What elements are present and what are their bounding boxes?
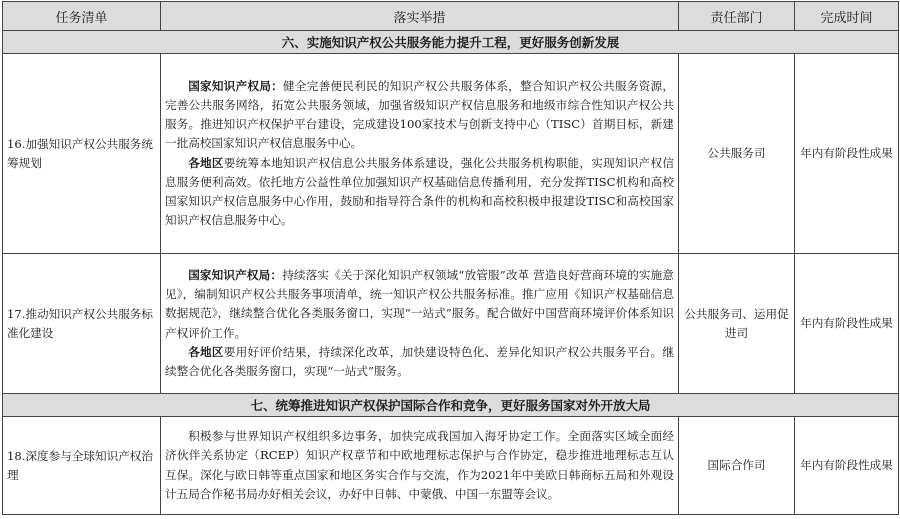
header-completion-time: 完成时间	[795, 2, 899, 31]
completion-time: 年内有阶段性成果	[795, 54, 899, 254]
responsible-dept: 公共服务司	[679, 54, 795, 254]
responsible-dept: 公共服务司、运用促进司	[679, 254, 795, 394]
task-name: 18.深度参与全球知识产权治理	[3, 417, 161, 515]
task-name: 16.加强知识产权公共服务统筹规划	[3, 54, 161, 254]
measure-lead: 国家知识产权局：	[188, 267, 283, 282]
measure-text: 积极参与世界知识产权组织多边事务，加快完成我国加入海牙协定工作。全面落实区域全面经济伙伴关系协定（RCEP）知识产权章节和中欧地理标志保护与合作协定，稳步推进地理标志互认互保。深化与欧日韩等重点国家和地区务实合作与交流，作为2021年中美欧日韩商标五局和外观设计五局合作秘书局办好相关会议，办好中日韩、中蒙俄、中国一东盟等会议。	[165, 429, 674, 501]
measure-lead: 国家知识产权局：	[188, 78, 284, 93]
responsible-dept: 国际合作司	[679, 417, 795, 515]
task-table	[2, 1, 899, 515]
measures-cell	[161, 254, 679, 394]
measure-lead: 各地区	[188, 344, 224, 359]
measure-lead: 各地区	[188, 155, 224, 170]
measure-text: 要统筹本地知识产权信息公共服务体系建设，强化公共服务机构职能，实现知识产权信息服务便利高效。依托地方公益性单位加强知识产权基础信息传播利用，充分发挥TISC机构和高校国家知识产权信息服务中心作用，鼓励和指导符合条件的机构和高校积极申报建设TISC和高校国家知识产权信息服务中心。	[165, 155, 674, 228]
completion-time: 年内有阶段性成果	[795, 417, 899, 515]
task-name: 17.推动知识产权公共服务标准化建设	[3, 254, 161, 394]
section-title: 六、实施知识产权公共服务能力提升工程，更好服务创新发展	[3, 31, 899, 54]
measures-cell	[161, 417, 679, 515]
section-row	[3, 394, 899, 417]
header-measures: 落实举措	[161, 2, 679, 31]
section-title: 七、统筹推进知识产权保护国际合作和竞争，更好服务国家对外开放大局	[3, 394, 899, 417]
table-row	[3, 417, 899, 515]
measure-text: 持续落实《关于深化知识产权领域“放管服”改革 营造良好营商环境的实施意见》，编制知识产权公共服务事项清单，统一知识产权公共服务标准。推广应用《知识产权基础信息数据规范》，继续整合优化各类服务窗口，实现“一站式”服务。配合做好中国营商环境评价体系知识产权评价工作。	[165, 267, 674, 340]
completion-time: 年内有阶段性成果	[795, 254, 899, 394]
measure-text: 要用好评价结果，持续深化改革，加快建设特色化、差异化知识产权公共服务平台。继续整合优化各类服务窗口，实现“一站式”服务。	[165, 344, 674, 378]
table-header-row	[3, 2, 899, 31]
section-row	[3, 31, 899, 54]
measure-paragraph	[165, 266, 674, 343]
header-responsible-dept: 责任部门	[679, 2, 795, 31]
measure-text: 健全完善便民利民的知识产权公共服务体系，整合知识产权公共服务资源，完善公共服务网络，拓宽公共服务领域，加强省级知识产权信息服务和地级市综合性知识产权公共服务。推进知识产权保护平台建设，完成建设100家技术与创新支持中心（TISC）首期目标，新建一批高校国家知识产权信息服务中心。	[165, 78, 674, 151]
measure-paragraph	[165, 427, 674, 504]
table-row	[3, 54, 899, 254]
measure-paragraph	[165, 343, 674, 381]
measure-paragraph	[165, 77, 674, 154]
header-task-list: 任务清单	[3, 2, 161, 31]
table-row	[3, 254, 899, 394]
measures-cell	[161, 54, 679, 254]
measure-paragraph	[165, 154, 674, 231]
